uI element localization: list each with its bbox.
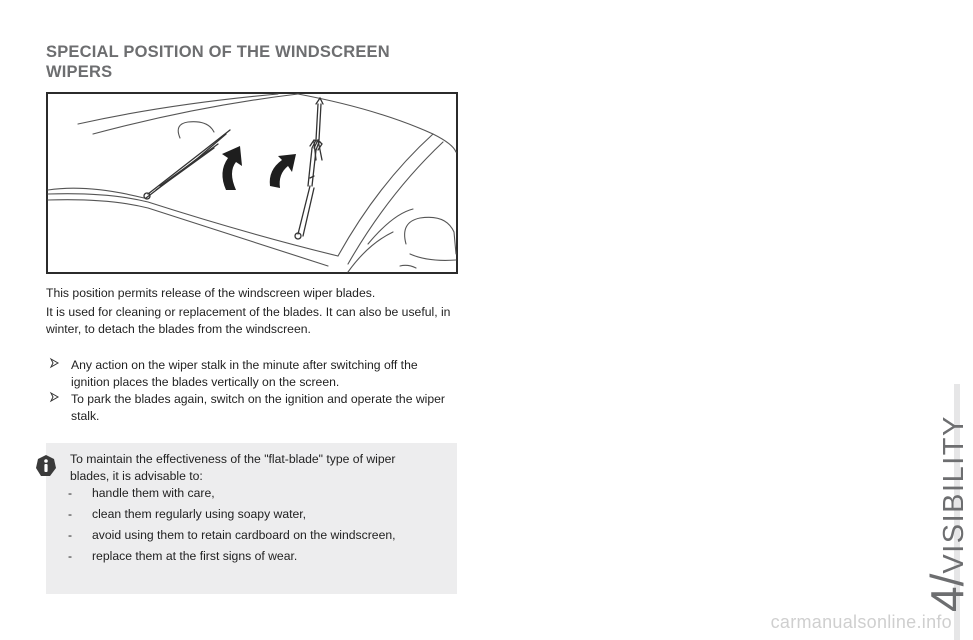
watermark: carmanualsonline.info xyxy=(770,612,952,632)
list-item: - replace them at the first signs of wear. xyxy=(68,549,298,563)
intro-paragraph-1: This position permits release of the windscreen wiper blades. xyxy=(46,286,376,300)
chapter-number: 4 xyxy=(921,586,973,612)
info-icon xyxy=(34,454,58,483)
chapter-name: VISIBILITY xyxy=(938,415,970,574)
intro-paragraph-2: It is used for cleaning or replacement of the blades. It can also be useful, in winter, to detach the blades from the windscreen. xyxy=(46,305,451,336)
chapter-separator: / xyxy=(921,573,973,587)
arrow-pointer-icon xyxy=(50,391,60,408)
windscreen-wipers-illustration xyxy=(46,92,458,274)
info-box xyxy=(46,443,457,594)
list-item: - avoid using them to retain cardboard on the windscreen, xyxy=(68,528,396,542)
arrow-pointer-icon xyxy=(50,357,60,374)
bullet-item xyxy=(46,357,456,391)
page-title: SPECIAL POSITION OF THE WINDSCREEN WIPERS xyxy=(46,43,390,81)
list-item: - clean them regularly using soapy water, xyxy=(68,507,307,521)
bullet-text: To park the blades again, switch on the ignition and operate the wiper stalk. xyxy=(71,392,445,423)
bullet-item xyxy=(46,391,456,425)
info-intro: To maintain the effectiveness of the "flat-blade" type of wiper blades, it is advisable to: xyxy=(70,452,396,483)
chapter-label xyxy=(921,415,973,612)
list-item: - handle them with care, xyxy=(68,486,215,500)
bullet-text: Any action on the wiper stalk in the minute after switching off the ignition places the blades vertically on the screen. xyxy=(71,358,418,389)
